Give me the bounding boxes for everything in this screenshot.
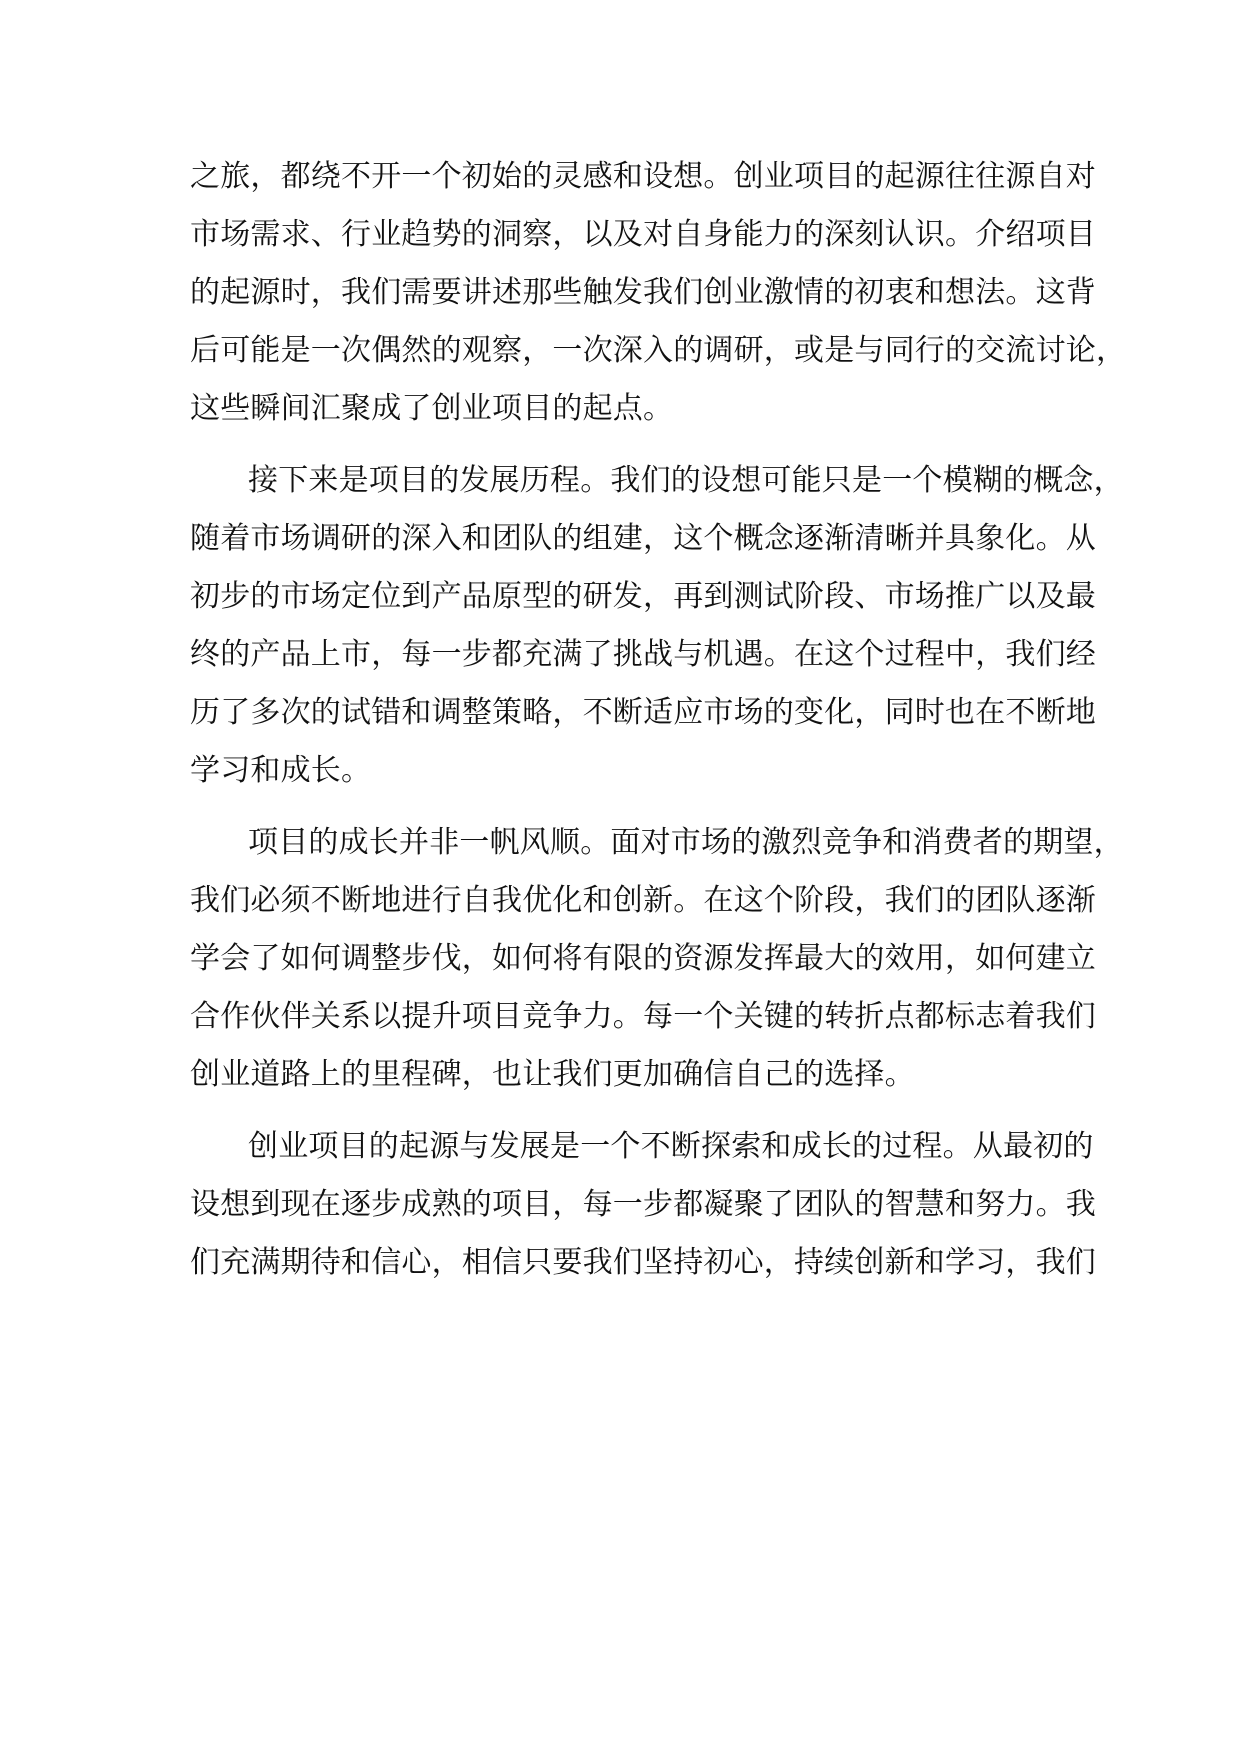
text-line: 学习和成长。 (190, 753, 372, 788)
paragraph-4 (190, 1118, 1096, 1292)
text-line: 后可能是一次偶然的观察，一次深入的调研，或是与同行的交流讨论， (190, 333, 1127, 368)
text-line: 项目的成长并非一帆风顺。面对市场的激烈竞争和消费者的期望， (248, 825, 1124, 860)
text-line: 这些瞬间汇聚成了创业项目的起点。 (190, 391, 674, 426)
paragraph-1 (190, 148, 1127, 438)
text-line: 的起源时，我们需要讲述那些触发我们创业激情的初衷和想法。这背 (190, 275, 1096, 310)
text-line: 我们必须不断地进行自我优化和创新。在这个阶段，我们的团队逐渐 (190, 883, 1096, 918)
text-line: 们充满期待和信心，相信只要我们坚持初心，持续创新和学习，我们 (190, 1245, 1096, 1280)
paragraph-2 (190, 452, 1124, 800)
text-line: 之旅，都绕不开一个初始的灵感和设想。创业项目的起源往往源自对 (190, 159, 1096, 194)
text-line: 设想到现在逐步成熟的项目，每一步都凝聚了团队的智慧和努力。我 (190, 1187, 1096, 1222)
text-line: 历了多次的试错和调整策略，不断适应市场的变化，同时也在不断地 (190, 695, 1096, 730)
paragraph-3 (190, 814, 1124, 1104)
text-line: 随着市场调研的深入和团队的组建，这个概念逐渐清晰并具象化。从 (190, 521, 1096, 556)
body-text (190, 148, 1127, 1306)
text-line: 创业道路上的里程碑，也让我们更加确信自己的选择。 (190, 1057, 915, 1092)
text-line: 学会了如何调整步伐，如何将有限的资源发挥最大的效用，如何建立 (190, 941, 1096, 976)
text-line: 终的产品上市，每一步都充满了挑战与机遇。在这个过程中，我们经 (190, 637, 1096, 672)
text-line: 初步的市场定位到产品原型的研发，再到测试阶段、市场推广以及最 (190, 579, 1096, 614)
text-line: 接下来是项目的发展历程。我们的设想可能只是一个模糊的概念， (248, 463, 1124, 498)
text-line: 创业项目的起源与发展是一个不断探索和成长的过程。从最初的 (248, 1129, 1094, 1164)
text-line: 合作伙伴关系以提升项目竞争力。每一个关键的转折点都标志着我们 (190, 999, 1096, 1034)
text-line: 市场需求、行业趋势的洞察，以及对自身能力的深刻认识。介绍项目 (190, 217, 1096, 252)
